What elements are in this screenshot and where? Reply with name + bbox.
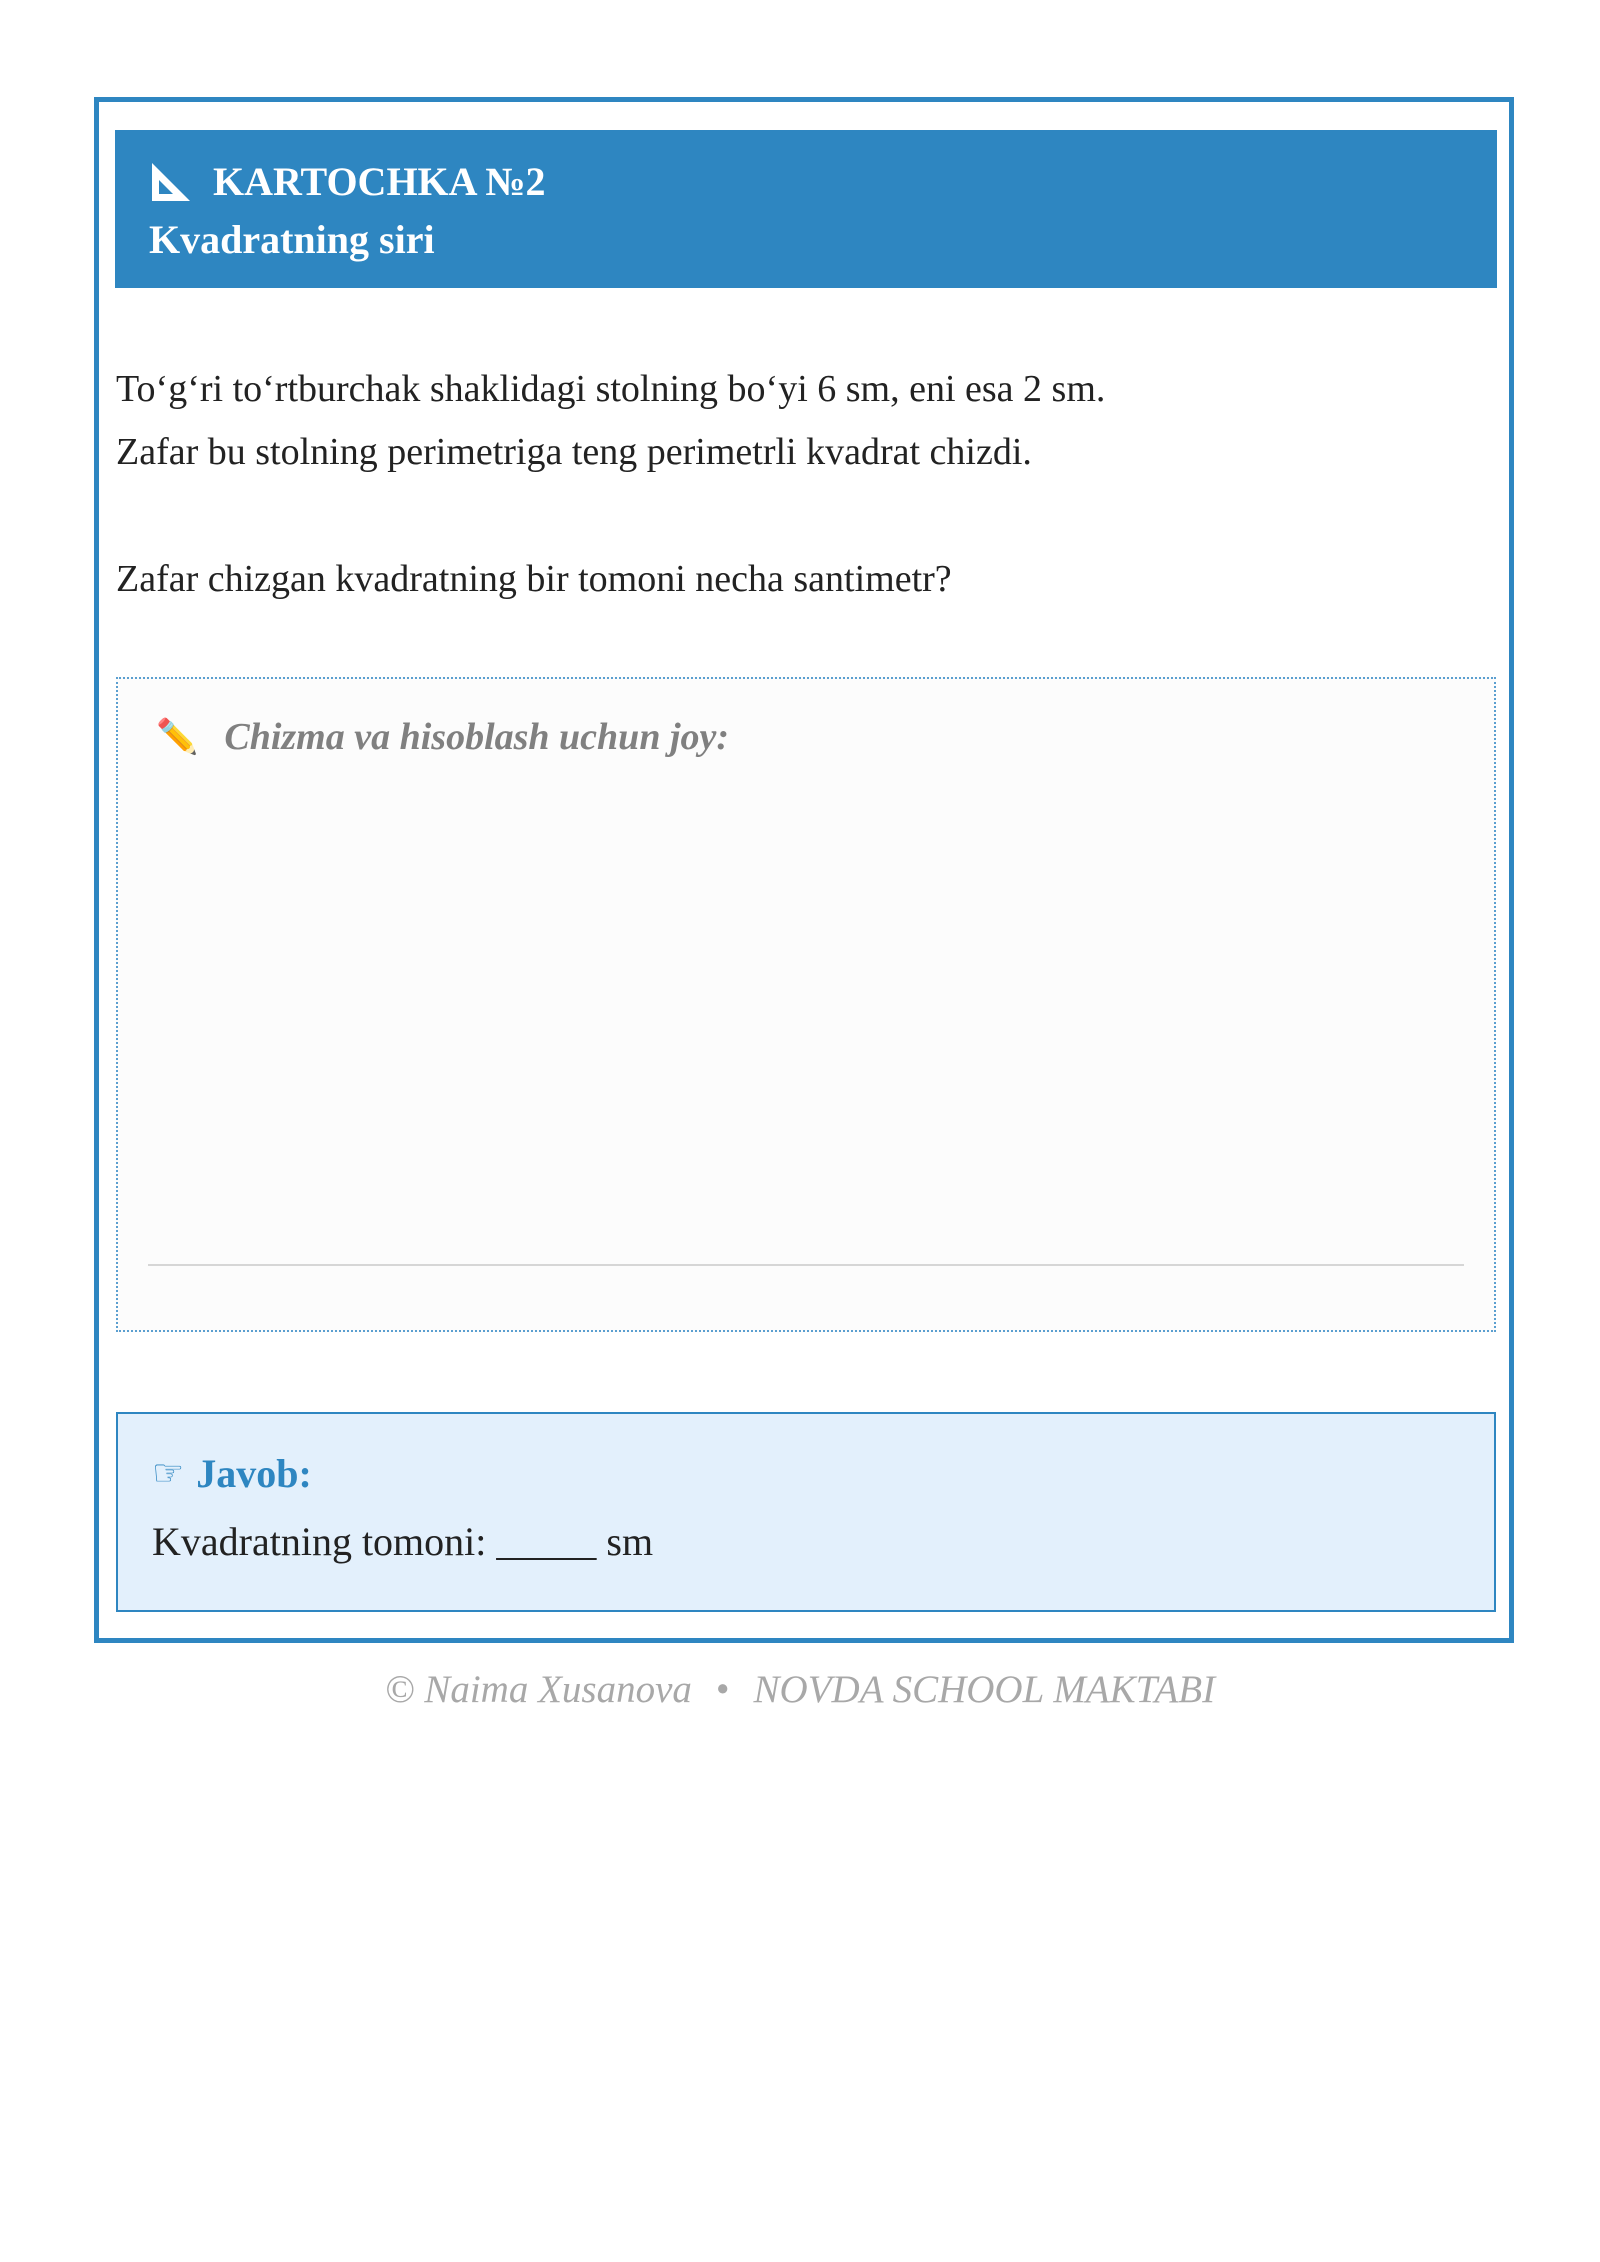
card-header: [115, 130, 1497, 288]
problem-line: To‘g‘ri to‘rtburchak shaklidagi stolning bo‘yi 6 sm, eni esa 2 sm.: [116, 368, 1106, 410]
footer-credit: [0, 1666, 1600, 1714]
workspace-area[interactable]: [116, 677, 1496, 1332]
workspace-title: Chizma va hisoblash uchun joy:: [224, 716, 730, 758]
footer-school: NOVDA SCHOOL MAKTABI: [753, 1668, 1216, 1711]
answer-box: [116, 1412, 1496, 1612]
card-title-row: [149, 158, 546, 206]
footer-separator: •: [715, 1668, 730, 1711]
pointing-hand-icon: ☞: [152, 1453, 185, 1494]
problem-text: [116, 358, 1496, 484]
card-subtitle: Kvadratning siri: [149, 217, 435, 262]
pencil-icon: ✏️: [156, 717, 201, 757]
problem-line: Zafar bu stolning perimetriga teng perimetrli kvadrat chizdi.: [116, 431, 1032, 473]
set-square-icon: [149, 160, 193, 204]
answer-field[interactable]: Kvadratning tomoni: _____ sm: [152, 1519, 654, 1564]
card-title: KARTOCHKA №2: [213, 159, 546, 204]
workspace-divider: [148, 1264, 1464, 1266]
problem-question: Zafar chizgan kvadratning bir tomoni necha santimetr?: [116, 558, 952, 600]
footer-author: © Naima Xusanova: [384, 1668, 692, 1711]
answer-title-row: [152, 1450, 312, 1498]
task-card: [94, 97, 1514, 1643]
answer-title: Javob:: [196, 1451, 312, 1496]
workspace-title-row: [156, 713, 729, 761]
